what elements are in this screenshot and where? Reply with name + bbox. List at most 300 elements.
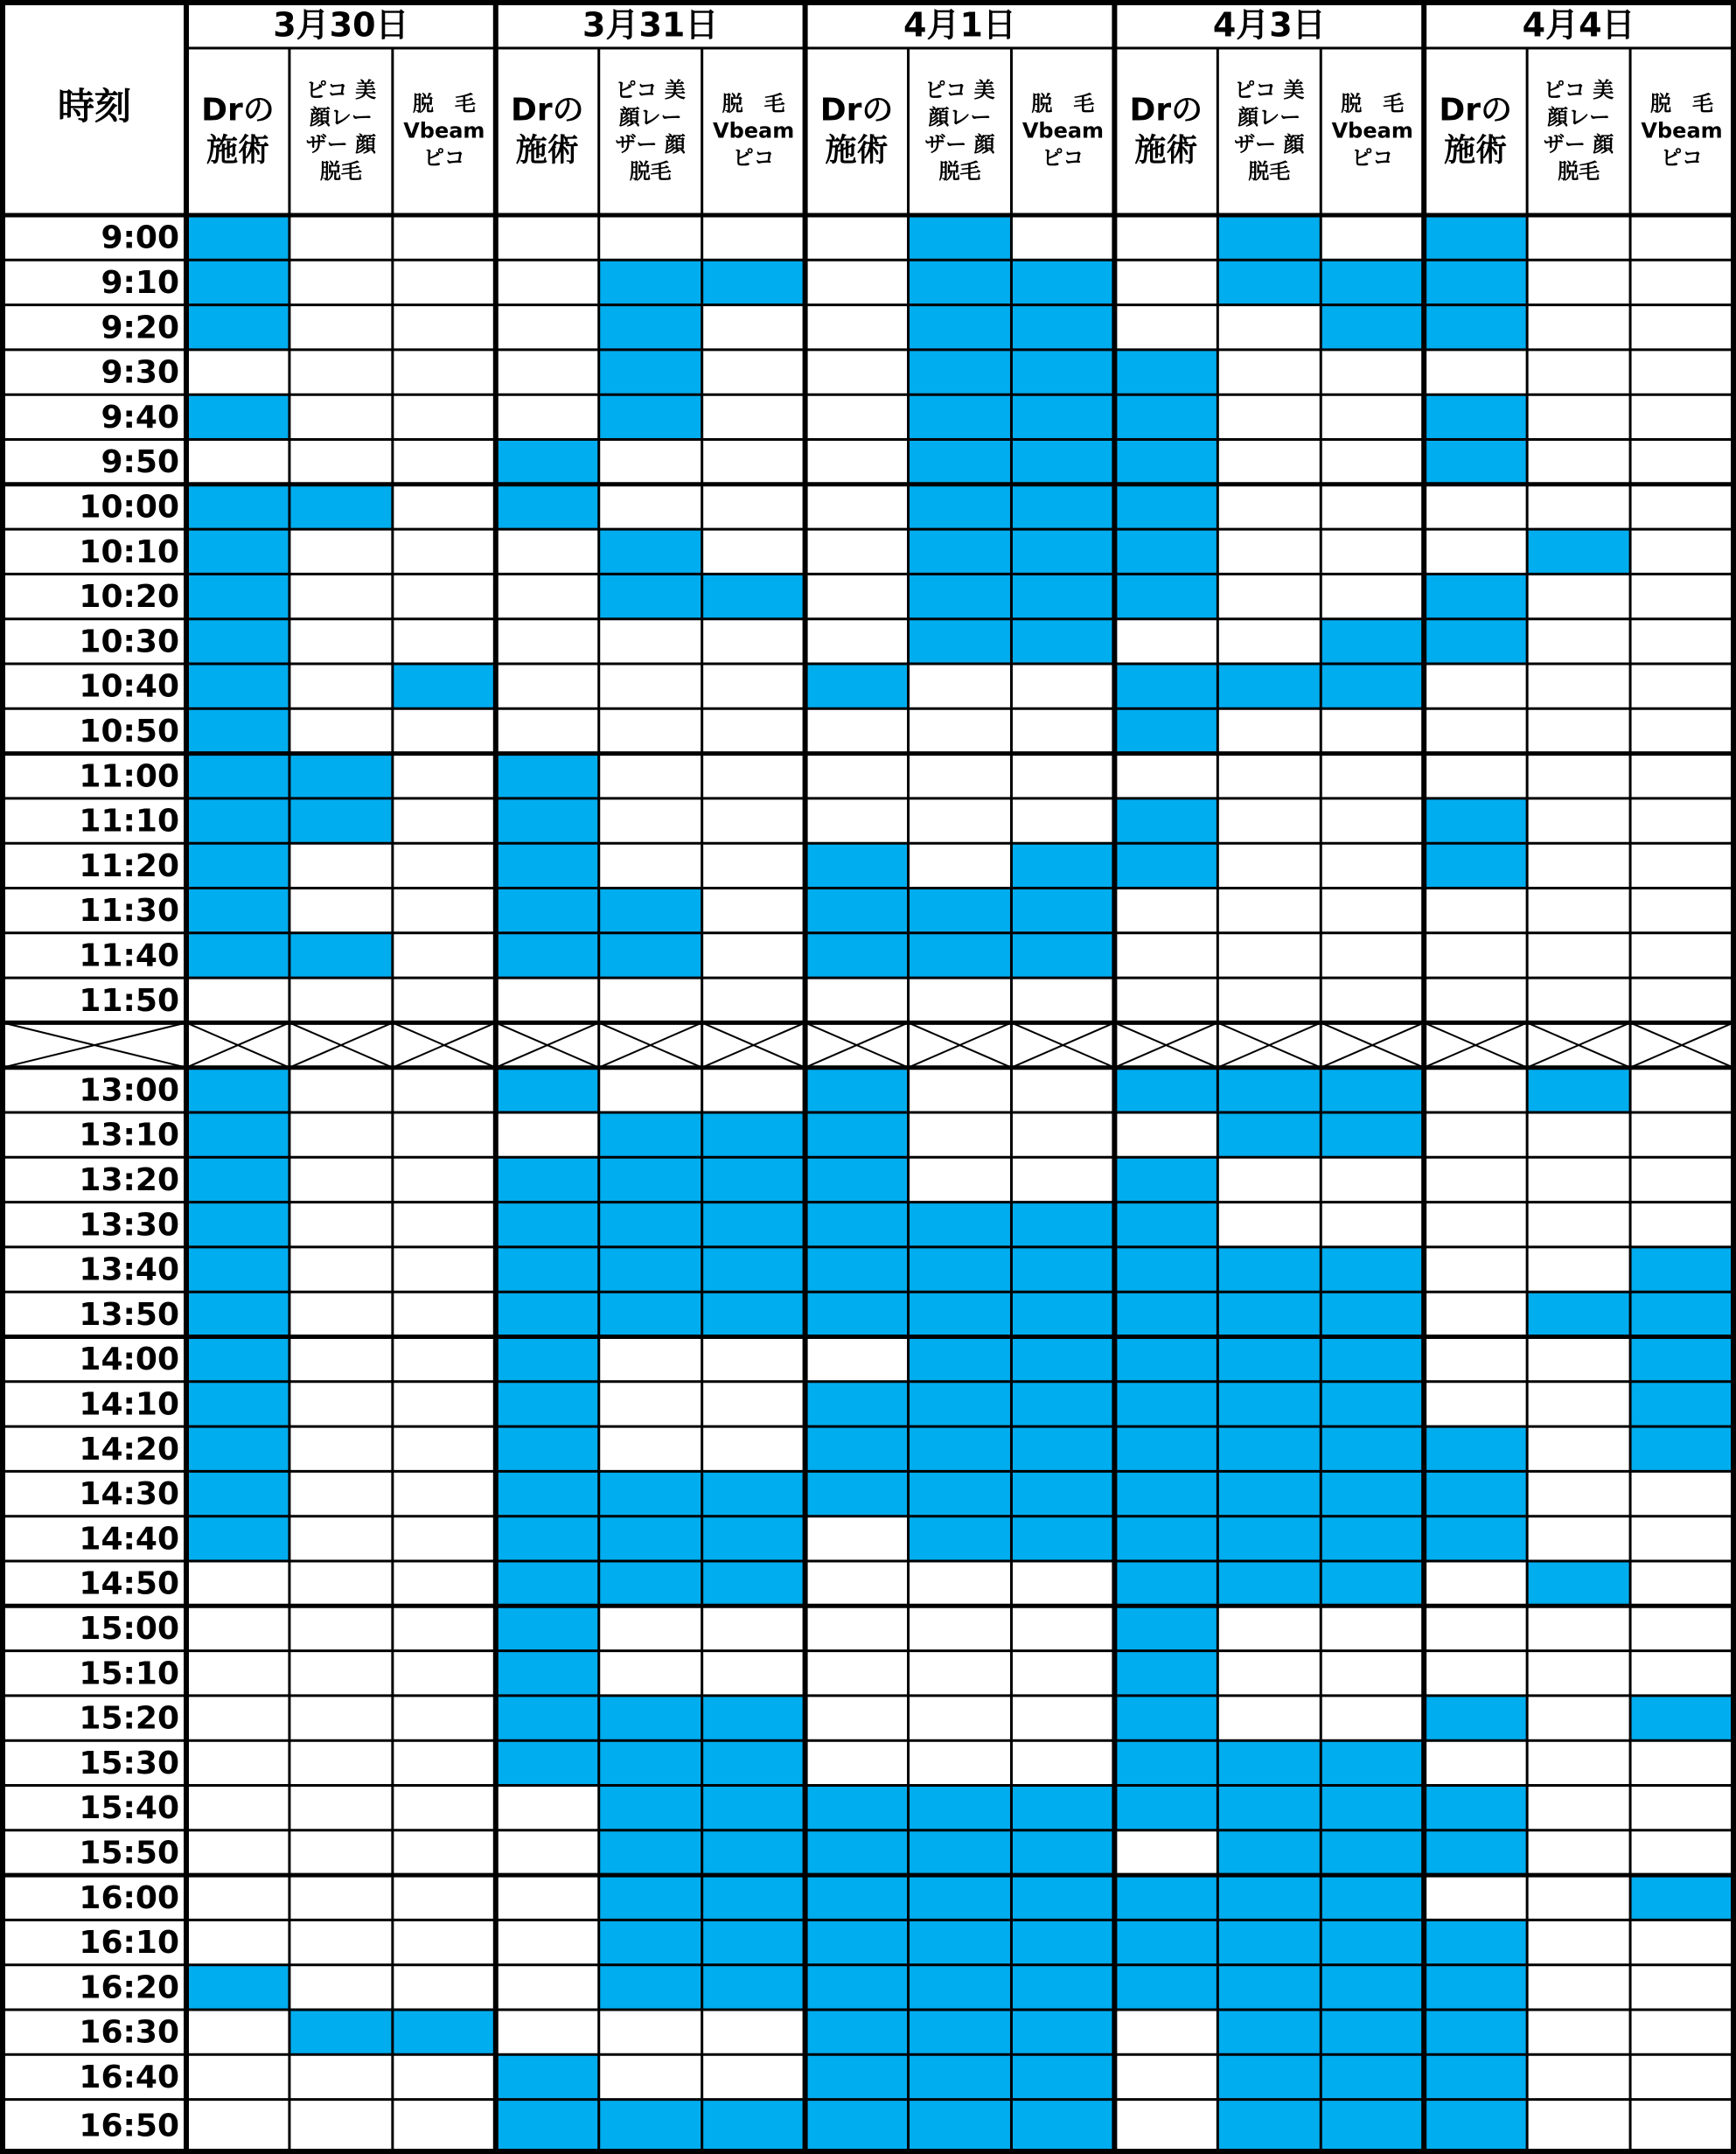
- slot-free[interactable]: [1527, 1651, 1630, 1696]
- slot-booked[interactable]: [496, 1606, 599, 1650]
- slot-free[interactable]: [393, 978, 496, 1022]
- slot-booked[interactable]: [1321, 1786, 1424, 1830]
- slot-booked[interactable]: [1114, 1068, 1217, 1112]
- slot-booked[interactable]: [1114, 1740, 1217, 1785]
- slot-free[interactable]: [186, 1561, 289, 1606]
- slot-free[interactable]: [393, 1112, 496, 1157]
- slot-free[interactable]: [1011, 1157, 1114, 1202]
- slot-free[interactable]: [186, 1830, 289, 1875]
- slot-free[interactable]: [393, 2100, 496, 2151]
- slot-booked[interactable]: [599, 1112, 702, 1157]
- slot-free[interactable]: [599, 2010, 702, 2054]
- slot-booked[interactable]: [186, 843, 289, 888]
- slot-booked[interactable]: [1527, 1561, 1630, 1606]
- slot-booked[interactable]: [805, 843, 909, 888]
- slot-free[interactable]: [1424, 978, 1527, 1022]
- slot-booked[interactable]: [1114, 574, 1217, 618]
- slot-booked[interactable]: [1424, 1920, 1527, 1964]
- slot-booked[interactable]: [805, 1920, 909, 1964]
- slot-free[interactable]: [1217, 529, 1321, 574]
- slot-booked[interactable]: [1217, 1830, 1321, 1875]
- slot-free[interactable]: [1424, 1561, 1527, 1606]
- slot-free[interactable]: [805, 574, 909, 618]
- slot-free[interactable]: [1011, 664, 1114, 708]
- slot-booked[interactable]: [1011, 1830, 1114, 1875]
- slot-free[interactable]: [393, 350, 496, 394]
- slot-free[interactable]: [186, 440, 289, 484]
- slot-booked[interactable]: [1114, 529, 1217, 574]
- slot-free[interactable]: [186, 1786, 289, 1830]
- slot-free[interactable]: [599, 1606, 702, 1650]
- slot-free[interactable]: [186, 1696, 289, 1740]
- slot-booked[interactable]: [186, 754, 289, 798]
- slot-free[interactable]: [186, 978, 289, 1022]
- slot-free[interactable]: [289, 1426, 393, 1471]
- slot-free[interactable]: [496, 1112, 599, 1157]
- slot-booked[interactable]: [909, 1786, 1012, 1830]
- slot-free[interactable]: [1114, 2100, 1217, 2151]
- slot-free[interactable]: [1321, 754, 1424, 798]
- slot-booked[interactable]: [909, 574, 1012, 618]
- slot-booked[interactable]: [1321, 1068, 1424, 1112]
- slot-free[interactable]: [1527, 574, 1630, 618]
- slot-free[interactable]: [599, 1337, 702, 1382]
- slot-booked[interactable]: [599, 1920, 702, 1964]
- slot-booked[interactable]: [1424, 2054, 1527, 2099]
- slot-free[interactable]: [702, 394, 805, 439]
- slot-free[interactable]: [702, 798, 805, 843]
- slot-booked[interactable]: [909, 529, 1012, 574]
- slot-booked[interactable]: [1114, 1382, 1217, 1426]
- slot-free[interactable]: [1217, 1202, 1321, 1247]
- slot-free[interactable]: [1321, 1157, 1424, 1202]
- slot-free[interactable]: [805, 394, 909, 439]
- slot-free[interactable]: [496, 394, 599, 439]
- slot-free[interactable]: [1424, 1112, 1527, 1157]
- slot-booked[interactable]: [1217, 1337, 1321, 1382]
- slot-free[interactable]: [1630, 1157, 1733, 1202]
- slot-free[interactable]: [496, 1965, 599, 2010]
- slot-booked[interactable]: [599, 350, 702, 394]
- slot-free[interactable]: [1630, 708, 1733, 753]
- slot-free[interactable]: [1527, 484, 1630, 529]
- slot-booked[interactable]: [1114, 1426, 1217, 1471]
- slot-free[interactable]: [1321, 394, 1424, 439]
- slot-booked[interactable]: [289, 484, 393, 529]
- slot-free[interactable]: [1630, 664, 1733, 708]
- slot-free[interactable]: [186, 1651, 289, 1696]
- slot-booked[interactable]: [496, 1426, 599, 1471]
- slot-free[interactable]: [1217, 350, 1321, 394]
- slot-booked[interactable]: [1217, 1516, 1321, 1561]
- slot-booked[interactable]: [1321, 1382, 1424, 1426]
- slot-free[interactable]: [289, 1382, 393, 1426]
- slot-booked[interactable]: [599, 933, 702, 978]
- slot-free[interactable]: [599, 215, 702, 260]
- slot-booked[interactable]: [1321, 1337, 1424, 1382]
- slot-booked[interactable]: [1011, 1337, 1114, 1382]
- slot-booked[interactable]: [1011, 2010, 1114, 2054]
- slot-booked[interactable]: [805, 1068, 909, 1112]
- slot-booked[interactable]: [1321, 2100, 1424, 2151]
- slot-free[interactable]: [289, 350, 393, 394]
- slot-free[interactable]: [909, 1561, 1012, 1606]
- slot-booked[interactable]: [186, 1068, 289, 1112]
- slot-booked[interactable]: [805, 1786, 909, 1830]
- slot-free[interactable]: [1630, 754, 1733, 798]
- slot-booked[interactable]: [1424, 394, 1527, 439]
- slot-booked[interactable]: [599, 889, 702, 933]
- slot-free[interactable]: [599, 1382, 702, 1426]
- slot-booked[interactable]: [702, 1157, 805, 1202]
- slot-free[interactable]: [393, 1202, 496, 1247]
- slot-free[interactable]: [1114, 889, 1217, 933]
- slot-free[interactable]: [805, 1337, 909, 1382]
- slot-free[interactable]: [289, 1471, 393, 1516]
- slot-free[interactable]: [289, 843, 393, 888]
- slot-free[interactable]: [1114, 754, 1217, 798]
- slot-booked[interactable]: [1217, 1740, 1321, 1785]
- slot-booked[interactable]: [1321, 1920, 1424, 1964]
- slot-free[interactable]: [599, 664, 702, 708]
- slot-booked[interactable]: [909, 350, 1012, 394]
- slot-free[interactable]: [702, 484, 805, 529]
- slot-booked[interactable]: [186, 889, 289, 933]
- slot-free[interactable]: [1630, 978, 1733, 1022]
- slot-free[interactable]: [1527, 394, 1630, 439]
- slot-booked[interactable]: [1011, 484, 1114, 529]
- slot-free[interactable]: [909, 978, 1012, 1022]
- slot-free[interactable]: [1630, 798, 1733, 843]
- slot-free[interactable]: [393, 843, 496, 888]
- slot-free[interactable]: [1217, 440, 1321, 484]
- slot-booked[interactable]: [186, 798, 289, 843]
- slot-free[interactable]: [1630, 1202, 1733, 1247]
- slot-booked[interactable]: [289, 798, 393, 843]
- slot-booked[interactable]: [805, 1875, 909, 1920]
- slot-free[interactable]: [702, 350, 805, 394]
- slot-free[interactable]: [1011, 1561, 1114, 1606]
- slot-booked[interactable]: [1630, 1382, 1733, 1426]
- slot-free[interactable]: [909, 754, 1012, 798]
- slot-booked[interactable]: [496, 1740, 599, 1785]
- slot-booked[interactable]: [909, 215, 1012, 260]
- slot-free[interactable]: [1321, 933, 1424, 978]
- slot-free[interactable]: [289, 1202, 393, 1247]
- slot-booked[interactable]: [599, 1202, 702, 1247]
- slot-booked[interactable]: [496, 843, 599, 888]
- slot-booked[interactable]: [1114, 1606, 1217, 1650]
- slot-free[interactable]: [289, 2100, 393, 2151]
- slot-booked[interactable]: [186, 1292, 289, 1336]
- slot-free[interactable]: [186, 1606, 289, 1650]
- slot-booked[interactable]: [599, 1965, 702, 2010]
- slot-booked[interactable]: [1424, 619, 1527, 664]
- slot-free[interactable]: [1527, 619, 1630, 664]
- slot-free[interactable]: [289, 1830, 393, 1875]
- slot-free[interactable]: [1217, 889, 1321, 933]
- slot-free[interactable]: [289, 1561, 393, 1606]
- slot-booked[interactable]: [1424, 1516, 1527, 1561]
- slot-free[interactable]: [1630, 933, 1733, 978]
- slot-free[interactable]: [1630, 260, 1733, 304]
- slot-booked[interactable]: [1114, 1786, 1217, 1830]
- slot-booked[interactable]: [909, 2054, 1012, 2099]
- slot-free[interactable]: [393, 2054, 496, 2099]
- slot-booked[interactable]: [599, 305, 702, 350]
- slot-booked[interactable]: [599, 2100, 702, 2151]
- slot-free[interactable]: [1114, 1112, 1217, 1157]
- slot-free[interactable]: [702, 933, 805, 978]
- slot-free[interactable]: [1527, 1786, 1630, 1830]
- slot-free[interactable]: [599, 708, 702, 753]
- slot-booked[interactable]: [805, 2100, 909, 2151]
- slot-booked[interactable]: [1321, 1875, 1424, 1920]
- slot-booked[interactable]: [1321, 1247, 1424, 1292]
- slot-free[interactable]: [1630, 1112, 1733, 1157]
- slot-booked[interactable]: [186, 1202, 289, 1247]
- slot-free[interactable]: [289, 1337, 393, 1382]
- slot-free[interactable]: [1114, 260, 1217, 304]
- slot-free[interactable]: [1630, 2100, 1733, 2151]
- slot-free[interactable]: [289, 260, 393, 304]
- slot-booked[interactable]: [1011, 1965, 1114, 2010]
- slot-free[interactable]: [1527, 1696, 1630, 1740]
- slot-booked[interactable]: [599, 529, 702, 574]
- slot-free[interactable]: [805, 350, 909, 394]
- slot-booked[interactable]: [1114, 1471, 1217, 1516]
- slot-booked[interactable]: [599, 1786, 702, 1830]
- slot-booked[interactable]: [1424, 1426, 1527, 1471]
- slot-booked[interactable]: [1114, 1247, 1217, 1292]
- slot-booked[interactable]: [909, 1830, 1012, 1875]
- slot-booked[interactable]: [1630, 1337, 1733, 1382]
- slot-free[interactable]: [496, 708, 599, 753]
- slot-free[interactable]: [1424, 1292, 1527, 1336]
- slot-free[interactable]: [289, 889, 393, 933]
- slot-booked[interactable]: [1114, 1965, 1217, 2010]
- slot-free[interactable]: [1321, 798, 1424, 843]
- slot-free[interactable]: [1321, 350, 1424, 394]
- slot-free[interactable]: [1527, 754, 1630, 798]
- slot-booked[interactable]: [702, 574, 805, 618]
- slot-booked[interactable]: [909, 2010, 1012, 2054]
- slot-booked[interactable]: [1114, 1292, 1217, 1336]
- slot-free[interactable]: [1630, 1920, 1733, 1964]
- slot-free[interactable]: [393, 1875, 496, 1920]
- slot-booked[interactable]: [805, 1830, 909, 1875]
- slot-booked[interactable]: [393, 664, 496, 708]
- slot-booked[interactable]: [1011, 1471, 1114, 1516]
- slot-free[interactable]: [186, 1875, 289, 1920]
- slot-free[interactable]: [1527, 2054, 1630, 2099]
- slot-free[interactable]: [1424, 708, 1527, 753]
- slot-booked[interactable]: [909, 1426, 1012, 1471]
- slot-booked[interactable]: [1217, 664, 1321, 708]
- slot-booked[interactable]: [1217, 215, 1321, 260]
- slot-booked[interactable]: [1321, 2010, 1424, 2054]
- slot-booked[interactable]: [1630, 1247, 1733, 1292]
- slot-free[interactable]: [1527, 215, 1630, 260]
- slot-free[interactable]: [289, 708, 393, 753]
- slot-free[interactable]: [1630, 1606, 1733, 1650]
- slot-free[interactable]: [805, 215, 909, 260]
- slot-free[interactable]: [1321, 708, 1424, 753]
- slot-free[interactable]: [1424, 1157, 1527, 1202]
- slot-booked[interactable]: [702, 1112, 805, 1157]
- slot-free[interactable]: [1011, 754, 1114, 798]
- slot-booked[interactable]: [599, 1561, 702, 1606]
- slot-booked[interactable]: [702, 260, 805, 304]
- slot-free[interactable]: [702, 1337, 805, 1382]
- slot-booked[interactable]: [1011, 2100, 1114, 2151]
- slot-booked[interactable]: [1011, 843, 1114, 888]
- slot-free[interactable]: [1114, 1830, 1217, 1875]
- slot-booked[interactable]: [1217, 1247, 1321, 1292]
- slot-booked[interactable]: [599, 1830, 702, 1875]
- slot-booked[interactable]: [909, 260, 1012, 304]
- slot-free[interactable]: [1630, 1830, 1733, 1875]
- slot-free[interactable]: [393, 1247, 496, 1292]
- slot-booked[interactable]: [1114, 1202, 1217, 1247]
- slot-free[interactable]: [496, 1920, 599, 1964]
- slot-free[interactable]: [186, 1740, 289, 1785]
- slot-booked[interactable]: [599, 1247, 702, 1292]
- slot-free[interactable]: [289, 1740, 393, 1785]
- slot-free[interactable]: [393, 1786, 496, 1830]
- slot-free[interactable]: [599, 484, 702, 529]
- slot-free[interactable]: [1424, 484, 1527, 529]
- slot-free[interactable]: [1630, 2010, 1733, 2054]
- slot-free[interactable]: [1424, 1382, 1527, 1426]
- slot-free[interactable]: [1424, 933, 1527, 978]
- slot-free[interactable]: [1011, 1696, 1114, 1740]
- slot-booked[interactable]: [1217, 1561, 1321, 1606]
- slot-free[interactable]: [393, 1561, 496, 1606]
- slot-free[interactable]: [289, 1068, 393, 1112]
- slot-booked[interactable]: [496, 1561, 599, 1606]
- slot-free[interactable]: [393, 1606, 496, 1650]
- slot-booked[interactable]: [1217, 260, 1321, 304]
- slot-free[interactable]: [1217, 1651, 1321, 1696]
- slot-free[interactable]: [1630, 619, 1733, 664]
- slot-booked[interactable]: [1114, 1696, 1217, 1740]
- slot-booked[interactable]: [1114, 1337, 1217, 1382]
- slot-free[interactable]: [805, 754, 909, 798]
- slot-booked[interactable]: [599, 1516, 702, 1561]
- slot-free[interactable]: [909, 1112, 1012, 1157]
- slot-booked[interactable]: [1630, 1875, 1733, 1920]
- slot-free[interactable]: [289, 1696, 393, 1740]
- slot-free[interactable]: [805, 1651, 909, 1696]
- slot-booked[interactable]: [805, 1426, 909, 1471]
- slot-free[interactable]: [805, 1516, 909, 1561]
- slot-free[interactable]: [186, 2054, 289, 2099]
- slot-free[interactable]: [393, 215, 496, 260]
- slot-booked[interactable]: [1011, 1426, 1114, 1471]
- slot-free[interactable]: [702, 664, 805, 708]
- slot-free[interactable]: [1424, 1651, 1527, 1696]
- slot-free[interactable]: [289, 1965, 393, 2010]
- slot-free[interactable]: [1527, 1875, 1630, 1920]
- slot-booked[interactable]: [1011, 1247, 1114, 1292]
- slot-booked[interactable]: [805, 933, 909, 978]
- slot-booked[interactable]: [599, 1292, 702, 1336]
- slot-free[interactable]: [1011, 1112, 1114, 1157]
- slot-booked[interactable]: [496, 440, 599, 484]
- slot-booked[interactable]: [599, 1157, 702, 1202]
- slot-free[interactable]: [1321, 529, 1424, 574]
- slot-free[interactable]: [1011, 708, 1114, 753]
- slot-booked[interactable]: [186, 1157, 289, 1202]
- slot-free[interactable]: [1630, 215, 1733, 260]
- slot-booked[interactable]: [1424, 1830, 1527, 1875]
- slot-booked[interactable]: [1011, 260, 1114, 304]
- slot-free[interactable]: [1424, 1606, 1527, 1650]
- slot-free[interactable]: [1321, 215, 1424, 260]
- slot-booked[interactable]: [1321, 1471, 1424, 1516]
- slot-booked[interactable]: [1527, 1292, 1630, 1336]
- slot-free[interactable]: [1527, 350, 1630, 394]
- slot-booked[interactable]: [186, 260, 289, 304]
- slot-booked[interactable]: [1321, 260, 1424, 304]
- slot-booked[interactable]: [186, 619, 289, 664]
- slot-booked[interactable]: [496, 1696, 599, 1740]
- slot-free[interactable]: [805, 1606, 909, 1650]
- slot-booked[interactable]: [909, 2100, 1012, 2151]
- slot-free[interactable]: [805, 1561, 909, 1606]
- slot-free[interactable]: [186, 2010, 289, 2054]
- slot-booked[interactable]: [1011, 1875, 1114, 1920]
- slot-free[interactable]: [289, 1651, 393, 1696]
- slot-free[interactable]: [1217, 305, 1321, 350]
- slot-free[interactable]: [1321, 1696, 1424, 1740]
- slot-booked[interactable]: [1114, 1516, 1217, 1561]
- slot-booked[interactable]: [909, 1247, 1012, 1292]
- slot-free[interactable]: [289, 1875, 393, 1920]
- slot-booked[interactable]: [702, 2100, 805, 2151]
- slot-free[interactable]: [496, 1786, 599, 1830]
- slot-free[interactable]: [702, 889, 805, 933]
- slot-free[interactable]: [289, 1292, 393, 1336]
- slot-free[interactable]: [1321, 889, 1424, 933]
- slot-free[interactable]: [909, 798, 1012, 843]
- slot-free[interactable]: [1527, 1606, 1630, 1650]
- slot-free[interactable]: [393, 529, 496, 574]
- slot-booked[interactable]: [702, 1247, 805, 1292]
- slot-free[interactable]: [393, 1471, 496, 1516]
- slot-free[interactable]: [1011, 215, 1114, 260]
- slot-booked[interactable]: [909, 1382, 1012, 1426]
- slot-booked[interactable]: [1321, 1112, 1424, 1157]
- slot-booked[interactable]: [599, 1696, 702, 1740]
- slot-booked[interactable]: [1011, 2054, 1114, 2099]
- slot-booked[interactable]: [702, 1965, 805, 2010]
- slot-free[interactable]: [909, 843, 1012, 888]
- slot-free[interactable]: [1217, 708, 1321, 753]
- slot-booked[interactable]: [1011, 1382, 1114, 1426]
- slot-free[interactable]: [805, 1696, 909, 1740]
- slot-booked[interactable]: [1011, 394, 1114, 439]
- slot-booked[interactable]: [1424, 440, 1527, 484]
- slot-booked[interactable]: [496, 1382, 599, 1426]
- slot-free[interactable]: [496, 305, 599, 350]
- slot-booked[interactable]: [496, 1157, 599, 1202]
- slot-booked[interactable]: [1424, 1786, 1527, 1830]
- slot-booked[interactable]: [496, 1292, 599, 1336]
- slot-booked[interactable]: [1011, 1786, 1114, 1830]
- slot-booked[interactable]: [186, 708, 289, 753]
